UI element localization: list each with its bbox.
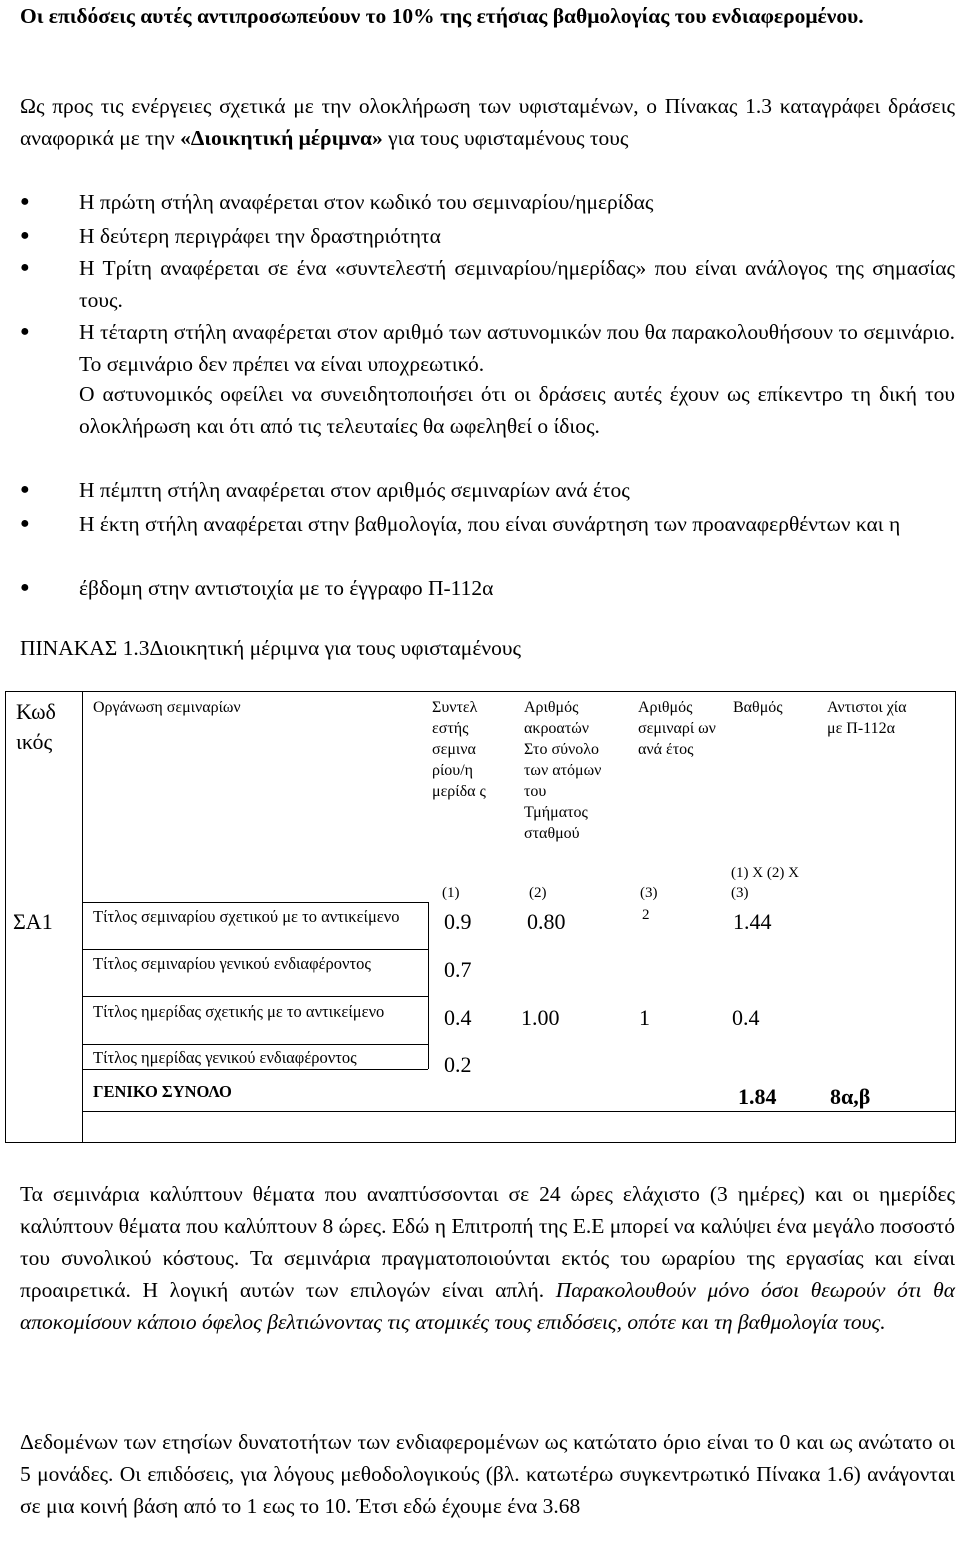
list-item xyxy=(20,508,955,540)
column-number: (1) Χ (2) Χ (3) xyxy=(731,865,799,901)
list-item xyxy=(20,252,955,316)
row-divider xyxy=(83,1069,428,1070)
bullet-text: Η πέμπτη στήλη αναφέρεται στον αριθμός σεμιναρίων ανά έτος xyxy=(79,478,630,502)
bullet-icon: ● xyxy=(20,193,30,210)
bullet-icon: ● xyxy=(20,323,30,340)
list-item xyxy=(20,220,955,252)
column-number: (3) xyxy=(640,885,658,901)
header-organization: Οργάνωση σεμιναρίων xyxy=(93,699,241,716)
seminars-text: Τα σεμινάρια καλύπτουν θέματα που αναπτύσσονται σε 24 ώρες ελάχιστο (3 ημέρες) και οι ημερίδες καλύπτουν θέματα που καλύπτουν 8 ώρες. Εδώ η Επιτροπή της Ε.Ε μπορεί να καλύψει ένα μεγάλο ποσοστό του συνολικού κόστους. Τα σεμινάρια πραγματοποιούνται εκτός του ωραρίου της εργασίας και είναι προαιρετικά. Η λογική αυτών των επιλογών είναι απλή. xyxy=(20,1182,955,1302)
bullet-text: Η Τρίτη αναφέρεται σε ένα «συντελεστή σεμιναρίου/ημερίδας» που είναι ανάλογος της σημασίας τους. xyxy=(79,256,955,312)
header-correspondence: Αντιστοι χία με Π-112α xyxy=(827,699,907,737)
seminars-paragraph xyxy=(20,1178,955,1338)
total-label: ΓΕΝΙΚΟ ΣΥΝΟΛΟ xyxy=(93,1082,232,1101)
row-attendees: 1.00 xyxy=(521,1005,560,1030)
total-score: 1.84 xyxy=(738,1084,777,1109)
row-coefficient: 0.7 xyxy=(444,957,472,982)
row-title: Τίτλος σεμιναρίου γενικού ενδιαφέροντος xyxy=(93,954,371,973)
seminars-italic-text: Παρακολουθούν μόνο όσοι θεωρούν ότι θα αποκομίσουν κάποιο όφελος βελτιώνοντας τις ατομικές τους επιδόσεις, οπότε και τη βαθμολογία τους. xyxy=(20,1278,955,1334)
row-divider xyxy=(83,902,428,903)
column-number: (1) xyxy=(442,885,460,901)
list-item xyxy=(20,572,955,604)
column-divider xyxy=(82,691,83,1143)
column-number: (2) xyxy=(529,885,547,901)
scale-paragraph: Δεδομένων των ετησίων δυνατοτήτων των ενδιαφερομένων ως κατώτατο όριο είναι το 0 και ως ανώτατο οι 5 μονάδες. Οι επιδόσεις, για λόγους μεθοδολογικούς (βλ. κατωτέρω συγκεντρωτικό Πίνακα 1.6) ανάγονται σε μια κοινή βάση από το 1 εως το 10. Έτσι εδώ έχουμε ένα 3.68 xyxy=(20,1430,955,1518)
row-per-year: 1 xyxy=(639,1005,650,1030)
row-title: Τίτλος σεμιναρίου σχετικού με το αντικείμενο xyxy=(93,907,400,926)
table-caption: ΠΙΝΑΚΑΣ 1.3Διοικητική μέριμνα για τους υφισταμένους xyxy=(20,636,521,660)
description-paragraph xyxy=(20,90,955,154)
bullet-text: Η έκτη στήλη αναφέρεται στην βαθμολογία, που είναι συνάρτηση των προαναφερθέντων και η xyxy=(79,512,901,536)
bullet-icon: ● xyxy=(20,515,30,532)
row-divider xyxy=(83,1111,955,1112)
header-score: Βαθμός xyxy=(733,699,783,716)
description-text-after: για τους υφισταμένους τους xyxy=(382,126,629,150)
admin-care-table xyxy=(5,691,956,1143)
header-attendees: Αριθμός ακροατών Στο σύνολο των ατόμων του Τμήματος σταθμού xyxy=(524,699,602,842)
list-item xyxy=(20,186,955,218)
bullet-text: Η δεύτερη περιγράφει την δραστηριότητα xyxy=(79,224,441,248)
header-code: Κωδ ικός xyxy=(16,699,56,754)
list-item xyxy=(20,316,955,380)
bullet-text: έβδομη στην αντιστοιχία με το έγγραφο Π-112α xyxy=(79,576,494,600)
description-bold-term: «Διοικητική μέριμνα» xyxy=(180,126,383,150)
bullet-text: Η πρώτη στήλη αναφέρεται στον κωδικό του σεμιναρίου/ημερίδας xyxy=(79,190,654,214)
row-coefficient: 0.2 xyxy=(444,1052,472,1077)
bullet-icon: ● xyxy=(20,579,30,596)
column-divider xyxy=(428,902,429,1069)
table-border xyxy=(955,691,956,1143)
header-per-year: Αριθμός σεμιναρί ων ανά έτος xyxy=(638,699,716,758)
row-title: Τίτλος ημερίδας γενικού ενδιαφέροντος xyxy=(93,1048,357,1067)
bullet-icon: ● xyxy=(20,259,30,276)
bullet-text: Η τέταρτη στήλη αναφέρεται στον αριθμό των αστυνομικών που θα παρακολουθήσουν το σεμινάριο. Το σεμινάριο δεν πρέπει να είναι υποχρεωτικό. xyxy=(79,320,955,376)
code-value: ΣΑ1 xyxy=(13,909,53,934)
row-coefficient: 0.4 xyxy=(444,1005,472,1030)
row-per-year: 2 xyxy=(642,907,650,923)
bullet-continuation: Ο αστυνομικός οφείλει να συνειδητοποιήσει ότι οι δράσεις αυτές έχουν ως επίκεντρο τη δική του ολοκλήρωση και ότι από τις τελευταίες θα ωφεληθεί ο ίδιος. xyxy=(79,382,955,438)
table-border xyxy=(5,691,956,692)
total-correspondence: 8α,β xyxy=(830,1084,871,1109)
table-border xyxy=(5,1142,956,1143)
bullet-icon: ● xyxy=(20,481,30,498)
intro-paragraph: Οι επιδόσεις αυτές αντιπροσωπεύουν το 10% της ετήσιας βαθμολογίας του ενδιαφερομένου. xyxy=(20,4,864,28)
row-divider xyxy=(83,1044,428,1045)
description-text-before: Ως προς τις ενέργειες σχετικά με την ολοκλήρωση των υφισταμένων, ο Πίνακας 1.3 καταγράφει δράσεις αναφορικά με την xyxy=(20,94,955,150)
row-score: 0.4 xyxy=(732,1005,760,1030)
row-title: Τίτλος ημερίδας σχετικής με το αντικείμενο xyxy=(93,1002,385,1021)
row-divider xyxy=(83,949,428,950)
bullet-icon: ● xyxy=(20,227,30,244)
row-divider xyxy=(83,996,428,997)
row-coefficient: 0.9 xyxy=(444,909,472,934)
list-item xyxy=(20,474,955,506)
row-score: 1.44 xyxy=(733,909,772,934)
table-border xyxy=(5,691,6,1143)
header-coefficient: Συντελ εστής σεμινα ρίου/η μερίδα ς xyxy=(432,699,486,800)
row-attendees: 0.80 xyxy=(527,909,566,934)
